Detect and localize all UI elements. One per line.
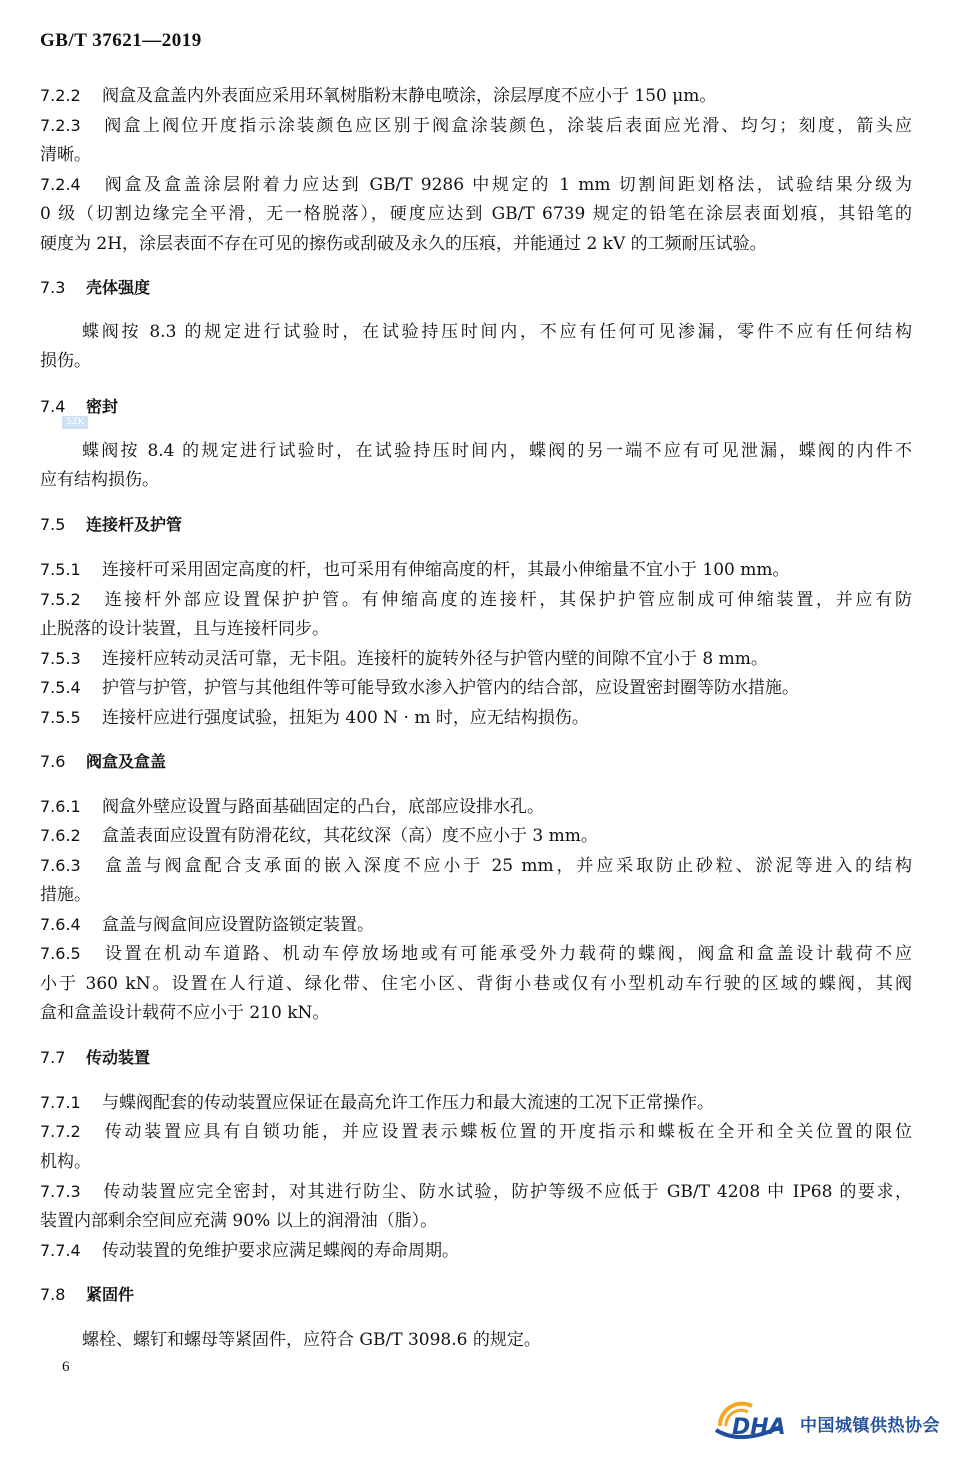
section-number: 7.3 (40, 278, 66, 297)
clause-line (40, 972, 912, 996)
clause-number: 7.5.3 (40, 649, 81, 668)
section-heading (40, 276, 150, 300)
section-title: 紧固件 (86, 1285, 135, 1304)
section-heading (40, 1046, 150, 1070)
logo-org-name: 中国城镇供热协会 (800, 1416, 940, 1436)
clause-line (40, 1001, 912, 1025)
clause-text: 盒盖表面应设置有防滑花纹，其花纹深（高）度不应小于 3 mm。 (102, 826, 598, 846)
clause-number: 7.5.2 (40, 590, 81, 609)
clause-text: 传动装置的免维护要求应满足蝶阀的寿命周期。 (102, 1241, 459, 1261)
clause-line (40, 232, 912, 256)
clause-number: 7.5.1 (40, 560, 81, 579)
clause-line (40, 854, 912, 878)
clause-text: 阀盒及盒盖涂层附着力应达到 GB/T 9286 中规定的 1 mm 切割间距划格法，试验结果分级为 (102, 175, 912, 195)
clause-text: 连接杆可采用固定高度的杆，也可采用有伸缩高度的杆，其最小伸缩量不宜小于 100 mm。 (102, 560, 790, 580)
clause-line (40, 1239, 912, 1263)
clause-line (40, 173, 912, 197)
clause-text: 0 级（切割边缘完全平滑，无一格脱落），硬度应达到 GB/T 6739 规定的铅笔在涂层表面划痕，其铅笔的 (40, 204, 912, 224)
section-number: 7.6 (40, 752, 66, 771)
watermark: SZK (62, 416, 88, 429)
paragraph-text: 螺栓、螺钉和螺母等紧固件，应符合 GB/T 3098.6 的规定。 (82, 1330, 541, 1350)
clause-text: 连接杆外部应设置保护护管。有伸缩高度的连接杆，其保护护管应制成可伸缩装置，并应有防 (102, 590, 912, 610)
clause-text: 盒和盒盖设计载荷不应小于 210 kN。 (40, 1003, 330, 1023)
clause-text: 装置内部剩余空间应充满 90% 以上的润滑油（脂）。 (40, 1211, 438, 1231)
section-title: 连接杆及护管 (86, 515, 183, 534)
section-heading (40, 1283, 134, 1307)
paragraph-text: 损伤。 (40, 351, 91, 371)
clause-text: 清晰。 (40, 145, 91, 165)
standard-code-header: GB/T 37621—2019 (40, 30, 202, 51)
clause-number: 7.7.1 (40, 1093, 81, 1112)
clause-line (40, 1120, 912, 1144)
page-number: 6 (62, 1359, 70, 1375)
clause-text: 措施。 (40, 885, 91, 905)
clause-text: 阀盒上阀位开度指示涂装颜色应区别于阀盒涂装颜色，涂装后表面应光滑、均匀；刻度，箭头应 (102, 116, 912, 136)
clause-text: 传动装置应完全密封，对其进行防尘、防水试验，防护等级不应低于 GB/T 4208 中 IP68 的要求， (102, 1182, 912, 1202)
paragraph-line (40, 468, 912, 492)
clause-line (40, 114, 912, 138)
section-heading (40, 513, 182, 537)
logo-letters: DHA (732, 1415, 786, 1440)
clause-line (40, 1180, 912, 1204)
clause-line (40, 706, 912, 730)
clause-line (40, 942, 912, 966)
paragraph-line (82, 1328, 912, 1352)
clause-line (40, 84, 912, 108)
clause-number: 7.2.4 (40, 175, 81, 194)
clause-number: 7.7.4 (40, 1241, 81, 1260)
clause-number: 7.2.3 (40, 116, 81, 135)
clause-line (40, 913, 912, 937)
section-number: 7.7 (40, 1048, 66, 1067)
clause-text: 盒盖与阀盒间应设置防盗锁定装置。 (102, 915, 374, 935)
clause-line (40, 558, 912, 582)
clause-line (40, 588, 912, 612)
clause-number: 7.7.2 (40, 1122, 81, 1141)
paragraph-text: 应有结构损伤。 (40, 470, 159, 490)
clause-line (40, 143, 912, 167)
clause-number: 7.6.5 (40, 944, 81, 963)
clause-number: 7.6.2 (40, 826, 81, 845)
clause-text: 与蝶阀配套的传动装置应保证在最高允许工作压力和最大流速的工况下正常操作。 (102, 1093, 714, 1113)
clause-line (40, 647, 912, 671)
clause-line (40, 1209, 912, 1233)
paragraph-line (82, 320, 912, 344)
clause-text: 盒盖与阀盒配合支承面的嵌入深度不应小于 25 mm，并应采取防止砂粒、淤泥等进入的结构 (102, 856, 912, 876)
section-title: 壳体强度 (86, 278, 151, 297)
clause-text: 小于 360 kN。设置在人行道、绿化带、住宅小区、背街小巷或仅有小型机动车行驶的区域的蝶阀，其阀 (40, 974, 912, 994)
clause-number: 7.5.5 (40, 708, 81, 727)
clause-number: 7.6.3 (40, 856, 81, 875)
clause-text: 设置在机动车道路、机动车停放场地或有可能承受外力载荷的蝶阀，阀盒和盒盖设计载荷不应 (102, 944, 912, 964)
clause-text: 护管与护管，护管与其他组件等可能导致水渗入护管内的结合部，应设置密封圈等防水措施。 (102, 678, 799, 698)
clause-line (40, 202, 912, 226)
clause-number: 7.6.1 (40, 797, 81, 816)
clause-text: 硬度为 2H，涂层表面不存在可见的擦伤或刮破及永久的压痕，并能通过 2 kV 的工频耐压试验。 (40, 234, 767, 254)
paragraph-line (82, 439, 912, 463)
clause-text: 连接杆应进行强度试验，扭矩为 400 N · m 时，应无结构损伤。 (102, 708, 589, 728)
clause-line (40, 1150, 912, 1174)
section-title: 阀盒及盒盖 (86, 752, 167, 771)
section-title: 密封 (86, 397, 119, 416)
clause-line (40, 1091, 912, 1115)
clause-line (40, 883, 912, 907)
section-number: 7.8 (40, 1285, 66, 1304)
clause-number: 7.5.4 (40, 678, 81, 697)
clause-number: 7.2.2 (40, 86, 81, 105)
section-number: 7.5 (40, 515, 66, 534)
paragraph-text: 蝶阀按 8.4 的规定进行试验时，在试验持压时间内，蝶阀的另一端不应有可见泄漏，蝶阀的内件不 (82, 441, 912, 461)
section-title: 传动装置 (86, 1048, 151, 1067)
clause-line (40, 824, 912, 848)
clause-number: 7.7.3 (40, 1182, 81, 1201)
clause-line (40, 795, 912, 819)
clause-text: 机构。 (40, 1152, 91, 1172)
clause-text: 阀盒及盒盖内外表面应采用环氧树脂粉末静电喷涂，涂层厚度不应小于 150 μm。 (102, 86, 717, 106)
clause-text: 连接杆应转动灵活可靠，无卡阻。连接杆的旋转外径与护管内壁的间隙不宜小于 8 mm。 (102, 649, 768, 669)
paragraph-text: 蝶阀按 8.3 的规定进行试验时，在试验持压时间内，不应有任何可见渗漏，零件不应有任何结构 (82, 322, 912, 342)
clause-number: 7.6.4 (40, 915, 81, 934)
clause-text: 传动装置应具有自锁功能，并应设置表示蝶板位置的开度指示和蝶板在全开和全关位置的限位 (102, 1122, 912, 1142)
clause-text: 阀盒外壁应设置与路面基础固定的凸台，底部应设排水孔。 (102, 797, 544, 817)
clause-text: 止脱落的设计装置，且与连接杆同步。 (40, 619, 329, 639)
section-heading (40, 750, 166, 774)
paragraph-line (40, 349, 912, 373)
clause-line (40, 676, 912, 700)
section-number: 7.4 (40, 397, 66, 416)
clause-line (40, 617, 912, 641)
